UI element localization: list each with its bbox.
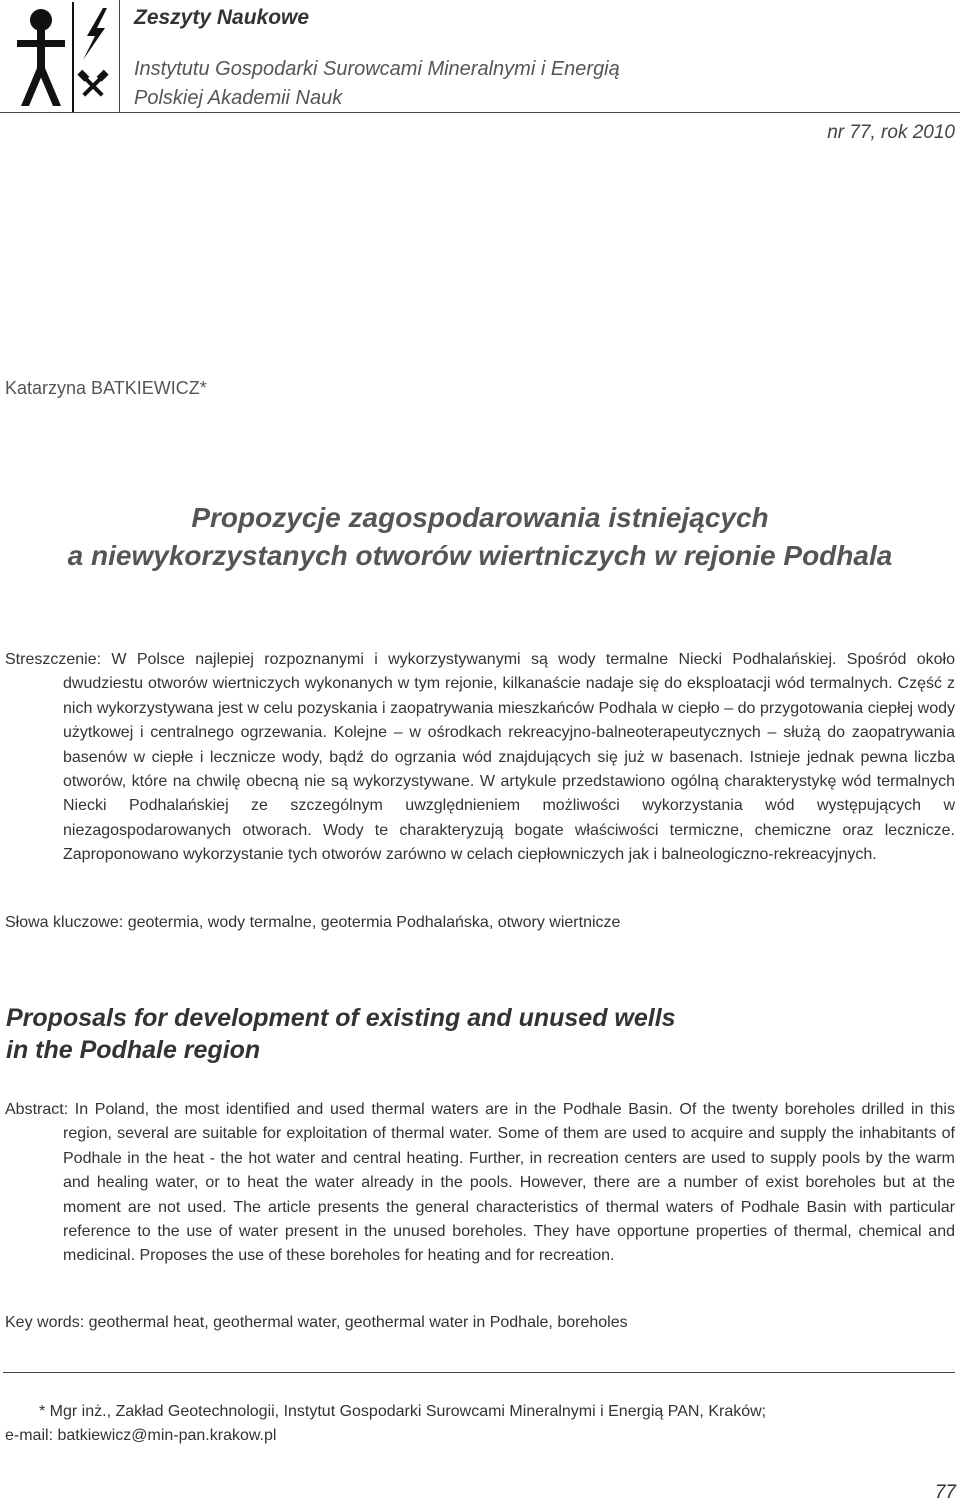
journal-logo [11,2,111,112]
issue-number: nr 77, rok 2010 [827,122,955,143]
header-vertical-rule [119,0,120,112]
author-name: Katarzyna BATKIEWICZ* [5,378,207,398]
footnote-rule [3,1372,955,1373]
institute-line-2: Polskiej Akademii Nauk [134,87,343,109]
author-footnote [5,1400,935,1448]
paper-title-pl [0,499,960,575]
title-en-line-2: in the Podhale region [6,1036,261,1064]
abstract-en-label: Abstract: [5,1101,69,1118]
footnote-affiliation: * Mgr inż., Zakład Geotechnologii, Instytut Gospodarki Surowcami Mineralnymi i Energią PAN, Kraków; [39,1403,767,1420]
abstract-pl [5,648,955,868]
keywords-en-label: Key words: [5,1314,85,1331]
keywords-pl-label: Słowa kluczowe: [5,914,124,931]
paper-title-en [6,1002,676,1066]
title-en-line-1: Proposals for development of existing and unused wells [6,1004,676,1032]
keywords-en-text: geothermal heat, geothermal water, geothermal water in Podhale, boreholes [88,1314,628,1331]
footnote-email: e-mail: batkiewicz@min-pan.krakow.pl [5,1427,277,1444]
keywords-en [5,1314,628,1332]
abstract-pl-label: Streszczenie: [5,651,102,668]
abstract-en [5,1098,955,1269]
title-pl-line-2: a niewykorzystanych otworów wiertniczych w rejonie Podhala [67,540,893,571]
abstract-en-text: In Poland, the most identified and used thermal waters are in the Podhale Basin. Of the twenty boreholes drilled in this region, several are suitable for exploitation of thermal water. Some of them are used to acquire and supply the inhabitants of Podhale in the heat - the hot water and central heating. Further, in recreation centers are used to supply pools by the warm and healing water, or to heat the water already in the pools. However, there are a number of exist boreholes but at the moment are not used. The article presents the general characteristics of thermal waters of Podhale Basin with particular reference to the use of water present in the unused boreholes. They have opportune properties of thermal, chemical and medicinal. Proposes the use of these boreholes for heating and for recreation. [63,1101,955,1265]
institute-line-1: Instytutu Gospodarki Surowcami Mineralnymi i Energią [134,58,620,80]
miner-figure-logo-icon [11,2,111,112]
page-number: 77 [934,1482,956,1503]
keywords-pl [5,914,620,932]
journal-name: Zeszyty Naukowe [134,6,310,29]
journal-institute [134,55,620,113]
title-pl-line-1: Propozycje zagospodarowania istniejących [191,502,769,533]
keywords-pl-text: geotermia, wody termalne, geotermia Podhalańska, otwory wiertnicze [127,914,621,931]
abstract-pl-text: W Polsce najlepiej rozpoznanymi i wykorzystywanymi są wody termalne Niecki Podhalańskiej. Spośród około dwudziestu otworów wiertniczych wykonanych w tym rejonie, kilkanaście nadaje się do eksploatacji wód termalnych. Część z nich wykorzystywana jest w celu pozyskania i zaopatrywania mieszkańców Podhala w ciepło – do przygotowania ciepłej wody użytkowej i centralnego ogrzewania. Kolejne – w ośrodkach rekreacyjno-balneoterapeutycznych – służą do zaopatrywania basenów w ciepłe i lecznicze wody, bądź do ogrzania wód znajdujących się już w basenach. Istnieje jednak pewna liczba otworów, które na chwilę obecną nie są wykorzystywane. W artykule przedstawiono ogólną charakterystykę wód termalnych Niecki Podhalańskiej ze szczególnym uwzględnieniem możliwości wykorzystania wód występujących w niezagospodarowanych otworach. Wody te charakteryzują bogate właściwości termiczne, chemiczne oraz lecznicze. Zaproponowano wykorzystanie tych otworów zarówno w celach ciepłowniczych jak i balneologiczno-rekreacyjnych. [63,651,955,864]
